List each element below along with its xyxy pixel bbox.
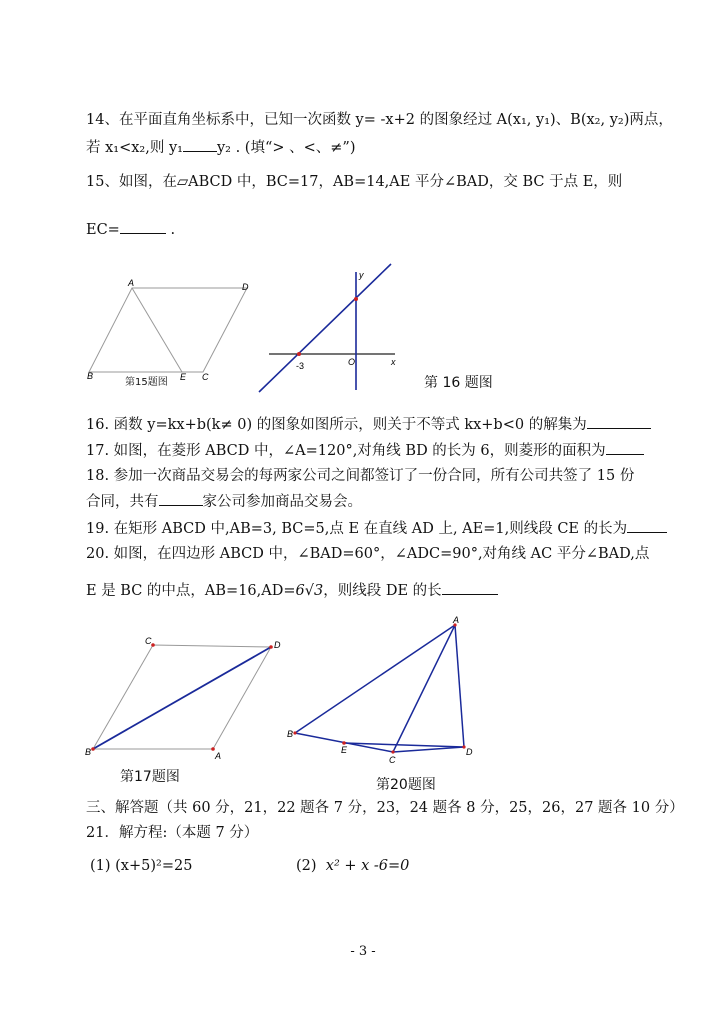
q21-part2 — [296, 856, 409, 876]
q21-part1: (1) (x+5)²=25 — [90, 858, 193, 874]
q18-line1: 18. 参加一次商品交易会的每两家公司之间都签订了一份合同，所有公司共签了 15 份 — [86, 468, 635, 484]
parallelogram-abcd — [89, 288, 247, 372]
q15-line2-end: . — [165, 222, 176, 238]
label-c: C — [389, 755, 396, 765]
q16-line — [86, 414, 651, 435]
label-c: C — [145, 636, 152, 646]
figure-20-caption: 第20题图 — [376, 777, 436, 793]
figure-15-parallelogram — [85, 280, 265, 390]
q21-part2-expr: x² + x -6=0 — [325, 858, 410, 874]
q15-line1: 15、如图，在▱ABCD 中，BC=17，AB=14,AE 平分∠BAD，交 BC 于点 E，则 — [86, 174, 623, 190]
q17-text: 17. 如图，在菱形 ABCD 中，∠A=120°,对角线 BD 的长为 6，则菱形的面积为 — [86, 443, 606, 459]
q14-line2-b: y₂ . (填“> 、<、≠”) — [216, 140, 356, 156]
section-3-title: 三、解答题（共 60 分，21，22 题各 7 分，23，24 题各 8 分，25，26，27 题各 10 分） — [86, 800, 684, 816]
x-intercept-point — [297, 352, 301, 356]
q17-line — [86, 440, 644, 461]
figure-17-rhombus — [85, 635, 285, 760]
q15-answer-blank[interactable] — [120, 219, 166, 234]
q20-line2-b: ，则线段 DE 的长 — [323, 583, 442, 599]
q20-answer-blank[interactable] — [442, 580, 498, 595]
q19-answer-blank[interactable] — [627, 518, 667, 533]
q14-line2-a: 若 x₁<x₂,则 y₁ — [86, 140, 183, 156]
q16-text: 16. 函数 y=kx+b(k≠ 0) 的图象如图所示，则关于不等式 kx+b<0 的解集为 — [86, 417, 587, 433]
figure-17-caption: 第17题图 — [120, 769, 180, 785]
q19-line — [86, 518, 667, 539]
label-y: y — [359, 270, 364, 280]
label-d: D — [466, 747, 473, 757]
q18-answer-blank[interactable] — [159, 491, 203, 506]
label-x: x — [391, 357, 396, 367]
q20-line1: 20. 如图，在四边形 ABCD 中，∠BAD=60°，∠ADC=90°,对角线 AC 平分∠BAD,点 — [86, 546, 650, 562]
figure-16-caption: 第 16 题图 — [424, 375, 493, 391]
figure-15-caption: 第15题图 — [125, 377, 168, 388]
label-c: C — [202, 372, 209, 382]
function-line — [259, 264, 391, 392]
y-intercept-point — [354, 297, 358, 301]
q20-line2-a: E 是 BC 的中点，AB=16,AD= — [86, 583, 296, 599]
segment-ae — [132, 288, 182, 372]
q19-text: 19. 在矩形 ABCD 中,AB=3, BC=5,点 E 在直线 AD 上, AE=1,则线段 CE 的长为 — [86, 521, 628, 537]
q21-title: 21．解方程:（本题 7 分） — [86, 825, 259, 841]
label-d: D — [274, 640, 281, 650]
q18-line2-b: 家公司参加商品交易会。 — [202, 494, 362, 510]
q14-line2 — [86, 137, 356, 158]
q14-line1: 14、在平面直角坐标系中，已知一次函数 y= -x+2 的图象经过 A(x₁, y₁)、B(x₂, y₂)两点， — [86, 112, 673, 128]
q14-answer-blank[interactable] — [183, 137, 217, 152]
q16-answer-blank[interactable] — [587, 414, 651, 429]
page-number: - 3 - — [350, 944, 376, 959]
label-e: E — [180, 372, 187, 382]
q18-line2 — [86, 491, 362, 512]
figure-20-quadrilateral — [285, 615, 485, 765]
label-a: A — [215, 751, 222, 761]
label-o: O — [348, 357, 356, 367]
label-b: B — [85, 747, 92, 757]
q15-line2 — [86, 219, 175, 240]
label-a: A — [453, 615, 460, 625]
q15-ec-label: EC= — [86, 222, 120, 238]
label-neg3: -3 — [296, 361, 305, 371]
q18-line2-a: 合同，共有 — [86, 494, 159, 510]
q20-math-6root3: 6√3 — [295, 583, 324, 599]
label-d: D — [242, 282, 249, 292]
diagonal-bd — [93, 647, 271, 749]
figure-16-graph — [255, 262, 405, 394]
label-a: A — [128, 278, 135, 288]
label-b: B — [287, 729, 294, 739]
label-e: E — [341, 745, 348, 755]
q20-line2 — [86, 580, 498, 601]
q17-answer-blank[interactable] — [606, 440, 644, 455]
q21-part2-label: (2) — [296, 858, 317, 874]
label-b: B — [87, 371, 94, 381]
